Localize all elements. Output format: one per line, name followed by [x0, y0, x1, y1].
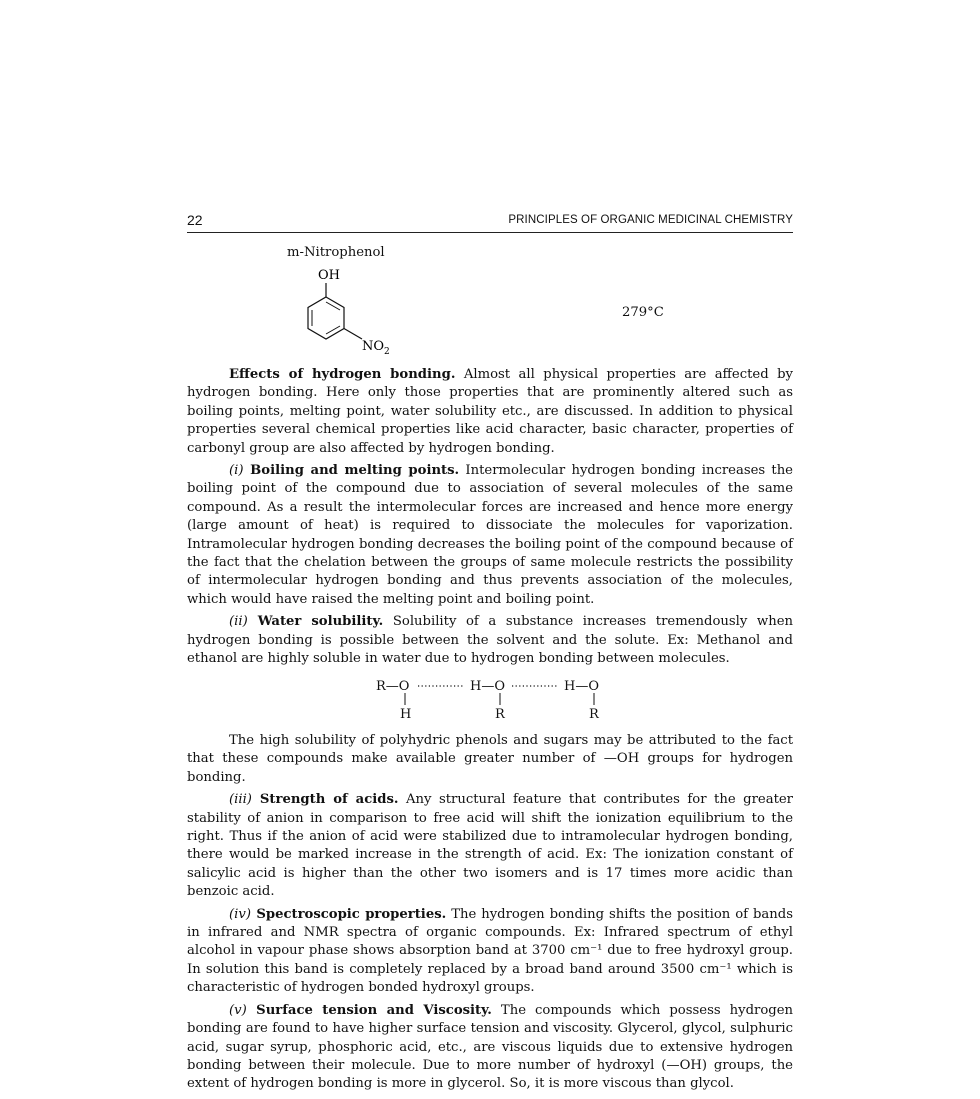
para-body: Almost all physical properties are affected by hydrogen bonding. Here only those properties that are prominently altered such as boiling points, melting point, water solubility etc., are discussed. In addition to physical properties several chemical properties like acid character, basic character, properties of carbonyl group are also affected by hydrogen bonding.	[187, 367, 793, 456]
para-heading: Water solubility.	[247, 614, 384, 630]
hb-sub-2: R	[495, 707, 505, 722]
compound-name: m-Nitrophenol	[287, 245, 385, 260]
boiling-point: 279°C	[622, 305, 664, 320]
paragraph-solubility	[187, 613, 793, 668]
paragraph-polyhydric	[187, 732, 793, 787]
para-body: Any structural feature that contributes for the greater stability of anion in comparison to free acid will shift the ionization equilibrium to the right. Thus if the anion of acid were stabilized due to intramolecular hydrogen bonding, there would be marked increase in the strength of acid. Ex: The ionization constant of salicylic acid is higher than the other two isomers and is 17 times more acidic than benzoic acid.	[187, 792, 793, 900]
para-body: Solubility of a substance increases tremendously when hydrogen bonding is possible between the solvent and the solute. Ex: Methanol and ethanol are highly soluble in water due to hydrogen bonding between molecules.	[187, 614, 793, 667]
hb-group-1: R—O	[376, 679, 410, 694]
paragraph-spectroscopic	[187, 906, 793, 998]
hb-sub-1: H	[400, 707, 412, 722]
paragraph-viscosity	[187, 1002, 793, 1094]
para-prefix: (v)	[229, 1002, 247, 1018]
para-body: The hydrogen bonding shifts the position of bands in infrared and NMR spectra of organic compounds. Ex: Infrared spectrum of ethyl alcohol in vapour phase shows absorption band at 3700 cm⁻¹ due to free hydroxyl group. In solution this band is completely replaced by a broad band around 3500 cm⁻¹ which is characteristic of hydrogen bonded hydroxyl groups.	[187, 906, 793, 996]
para-body: The compounds which possess hydrogen bonding are found to have higher surface tension and viscosity. Glycerol, glycol, sulphuric acid, sugar syrup, phosphoric acid, etc., are viscous liquids due to extensive hydrogen bonding between their molecule. Due to more number of hydroxyl (—OH) groups, the extent of hydrogen bonding is more in glycerol. So, it is more viscous than glycol.	[187, 1002, 793, 1092]
no2-label: $NO_2$	[362, 339, 390, 357]
para-heading: Strength of acids.	[251, 792, 399, 808]
paragraph-boiling	[187, 462, 793, 609]
para-heading: Surface tension and Viscosity.	[246, 1002, 492, 1018]
ring-double-bond-1	[326, 302, 340, 310]
benzene-ring	[308, 297, 344, 339]
para-heading: Spectroscopic properties.	[250, 906, 447, 922]
para-body: Intermolecular hydrogen bonding increases the boiling point of the compound due to association of several molecules of the same compound. As a result the intermolecular forces are increased and hence more energy (large amount of heat) is required to dissociate the molecules for vaporization. Intramolecular hydrogen bonding decreases the boiling point of the compound because of the fact that the chelation between the groups of same molecule restricts the possibility of intermolecular hydrogen bonding and thus prevents association of the molecules, which would have raised the melting point and boiling point.	[187, 463, 793, 607]
paragraph-effects	[187, 366, 793, 458]
para-prefix: (ii)	[229, 614, 248, 630]
para-prefix: (iv)	[229, 906, 251, 922]
para-body: The high solubility of polyhydric phenols and sugars may be attributed to the fact that these compounds make available greater number of —OH groups for hydrogen bonding.	[187, 733, 793, 785]
para-heading: Effects of hydrogen bonding.	[229, 367, 456, 382]
para-prefix: (i)	[229, 463, 244, 479]
m-nitrophenol-structure	[280, 262, 410, 358]
page-header	[187, 212, 793, 233]
hb-group-2: H—O	[470, 679, 505, 694]
para-heading: Boiling and melting points.	[243, 463, 460, 479]
hb-sub-3: R	[589, 707, 599, 722]
page-number: 22	[187, 212, 203, 228]
paragraph-acids	[187, 791, 793, 901]
text-block-2	[187, 732, 793, 1098]
text-block-1	[187, 366, 793, 673]
running-title: PRINCIPLES OF ORGANIC MEDICINAL CHEMISTRY	[508, 214, 793, 226]
hb-group-3: H—O	[564, 679, 599, 694]
ring-double-bond-2	[326, 326, 340, 334]
oh-label: OH	[318, 268, 340, 283]
para-prefix: (iii)	[229, 792, 252, 808]
hydrogen-bond-diagram	[370, 676, 620, 722]
c-no2-bond	[344, 329, 362, 340]
